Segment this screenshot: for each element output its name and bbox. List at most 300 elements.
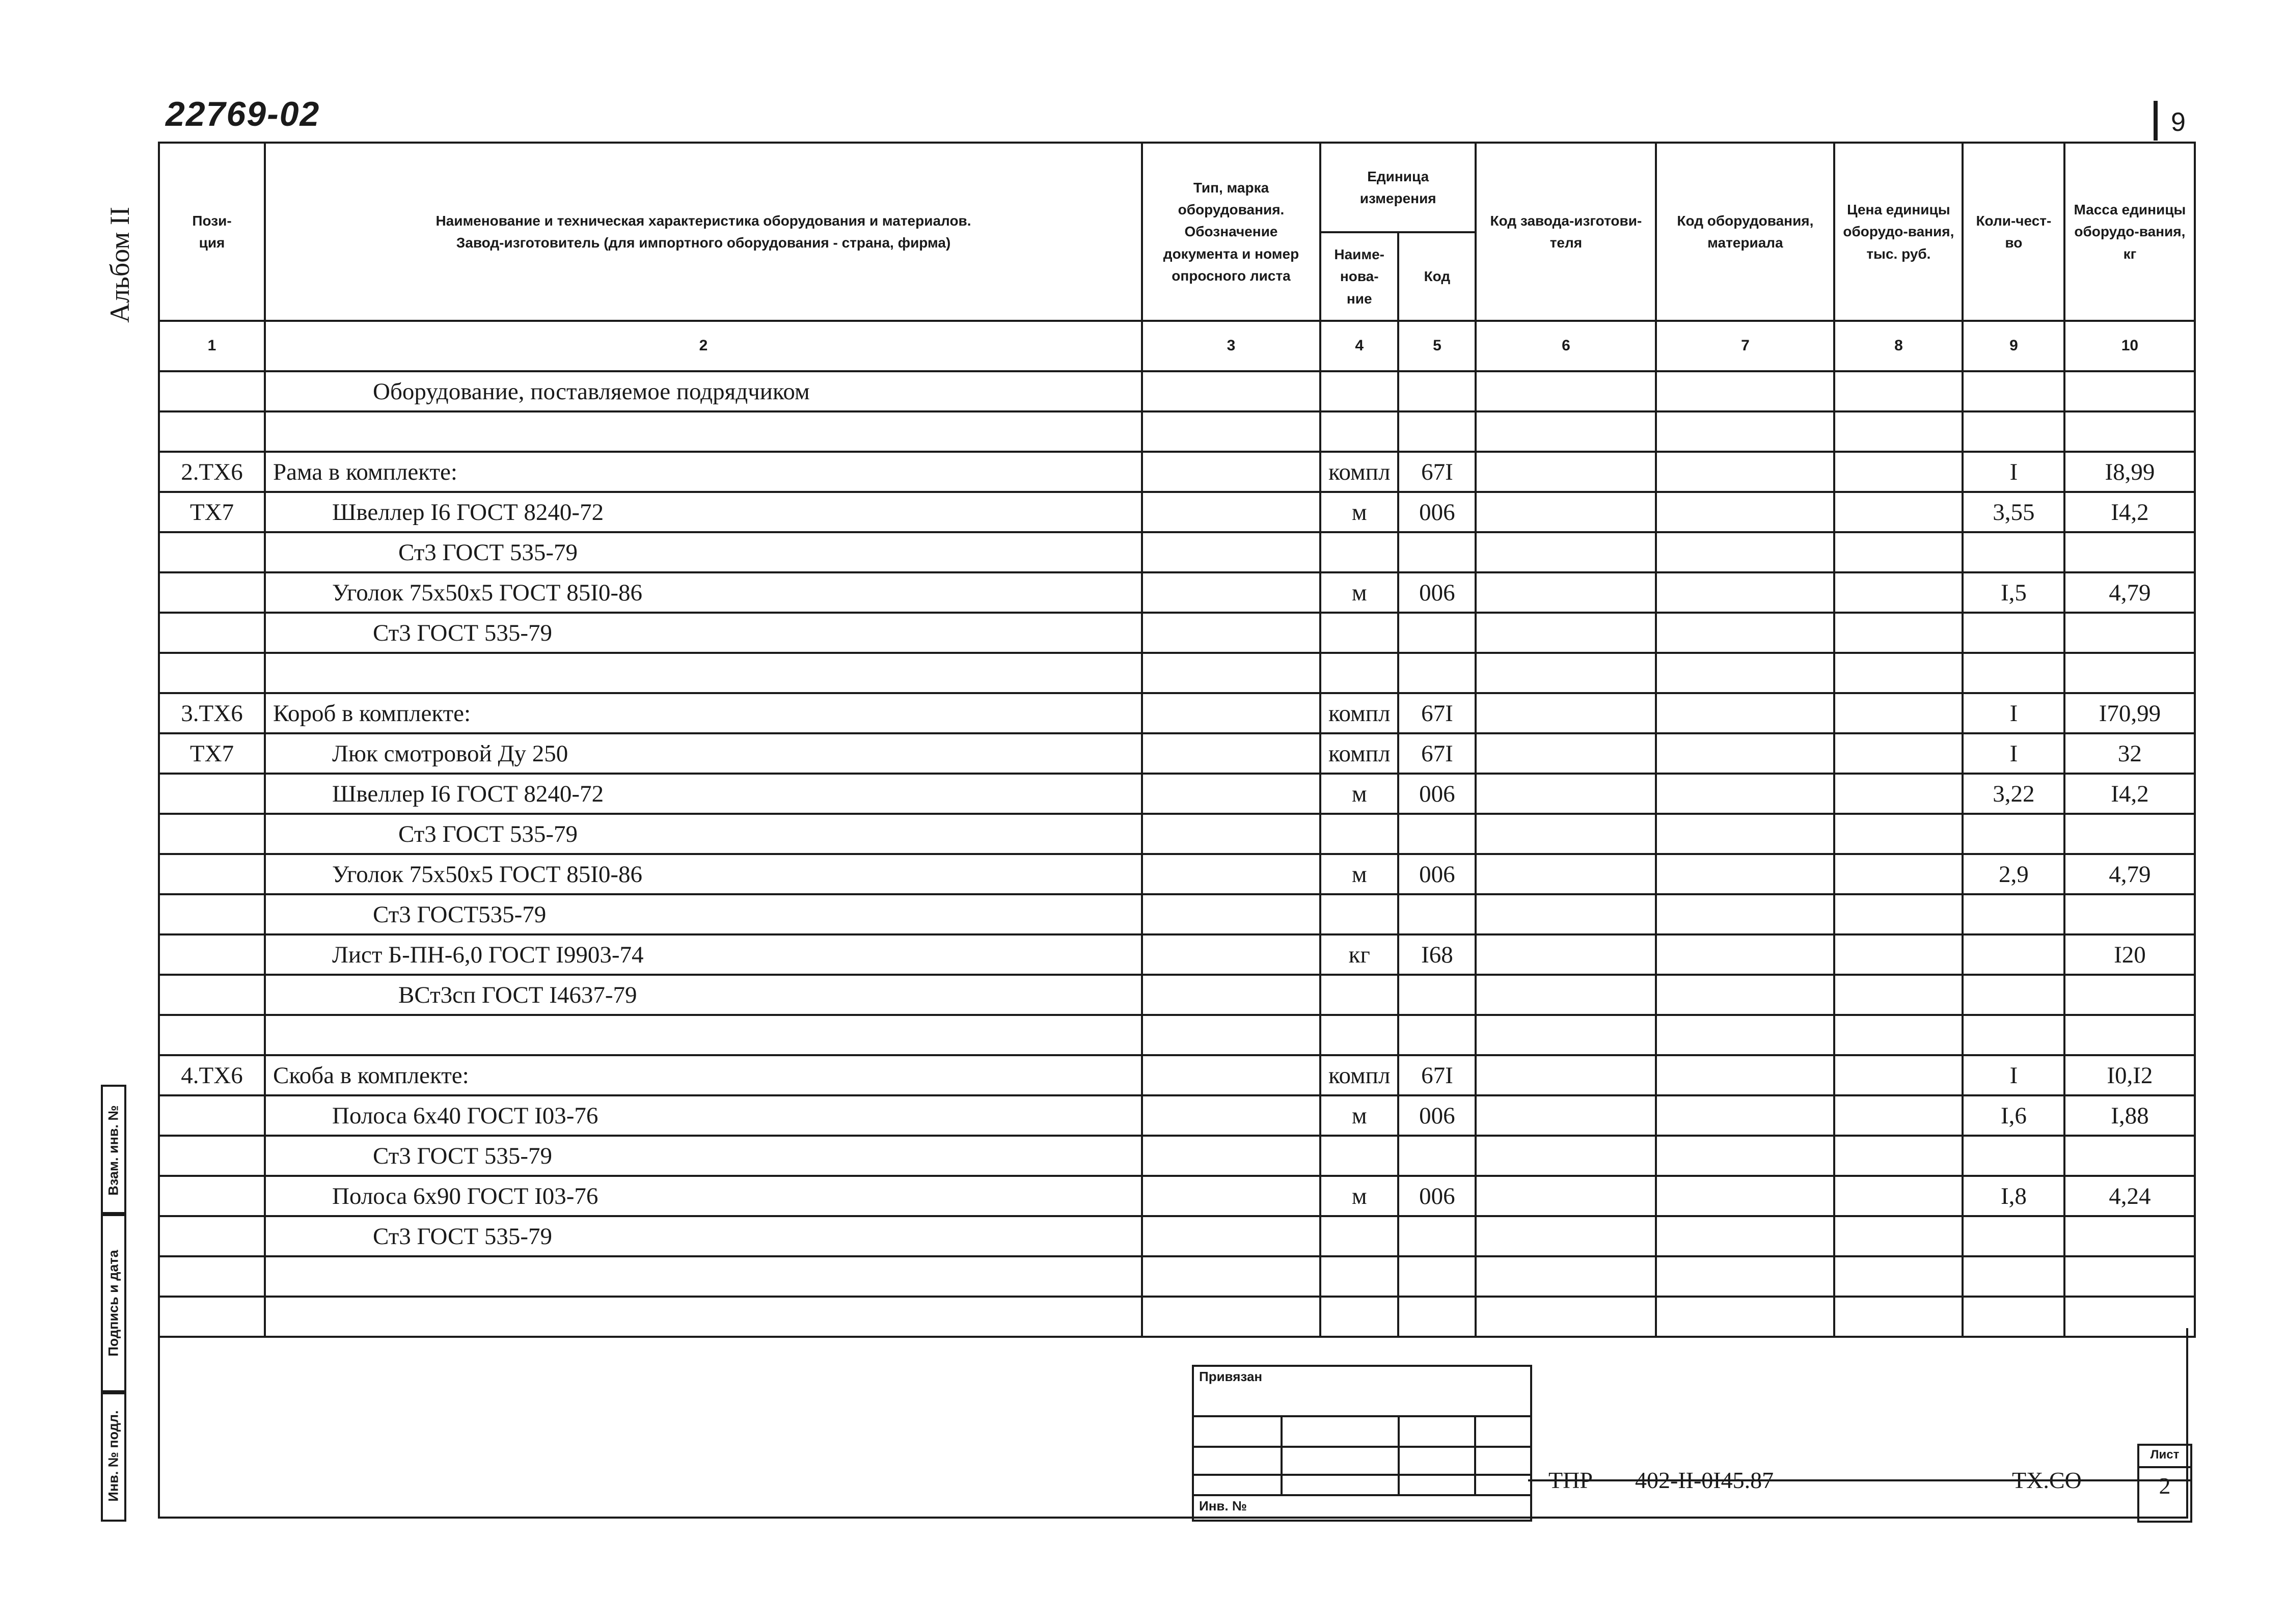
cell-name: Рама в комплекте:: [265, 452, 1142, 492]
cell-mass: [2064, 1216, 2195, 1256]
cell-mass: [2064, 1256, 2195, 1297]
cell-unit-code: [1398, 1015, 1476, 1055]
cell-quantity: [1963, 934, 2064, 975]
col-header-mass: Масса единицы оборудо-вания, кг: [2064, 143, 2195, 321]
table-row: [159, 693, 2195, 733]
cell-position: [159, 1176, 265, 1216]
cell-maker-code: [1476, 1297, 1656, 1337]
cell-maker-code: [1476, 1015, 1656, 1055]
cell-name: Швеллер I6 ГОСТ 8240-72: [265, 774, 1142, 814]
cell-unit-code: [1398, 613, 1476, 653]
table-row: [159, 1216, 2195, 1256]
col-header-unit-name: Наиме-нова-ние: [1320, 232, 1398, 321]
table-row: [159, 814, 2195, 854]
cell-name: Люк смотровой Ду 250: [265, 733, 1142, 774]
title-type: ТПР: [1548, 1467, 1593, 1493]
cell-type: [1142, 854, 1320, 894]
cell-maker-code: [1476, 532, 1656, 572]
cell-type: [1142, 1297, 1320, 1337]
cell-unit-code: 006: [1398, 1095, 1476, 1136]
cell-unit-name: компл: [1320, 693, 1398, 733]
cell-type: [1142, 1136, 1320, 1176]
cell-maker-code: [1476, 371, 1656, 411]
cell-unit-name: м: [1320, 492, 1398, 532]
cell-price: [1834, 1015, 1963, 1055]
col-number: 6: [1476, 321, 1656, 371]
cell-maker-code: [1476, 411, 1656, 452]
col-number: 5: [1398, 321, 1476, 371]
cell-type: [1142, 1015, 1320, 1055]
col-number: 3: [1142, 321, 1320, 371]
cell-position: [159, 411, 265, 452]
page-number: 9: [2171, 107, 2186, 137]
cell-quantity: [1963, 814, 2064, 854]
cell-equipment-code: [1656, 1216, 1834, 1256]
cell-maker-code: [1476, 733, 1656, 774]
col-header-type: Тип, марка оборудования. Обозначение документа и номер опросного листа: [1142, 143, 1320, 321]
cell-name: Короб в комплекте:: [265, 693, 1142, 733]
cell-equipment-code: [1656, 452, 1834, 492]
cell-quantity: I: [1963, 693, 2064, 733]
cell-mass: [2064, 1015, 2195, 1055]
cell-type: [1142, 975, 1320, 1015]
table-row: [159, 411, 2195, 452]
cell-quantity: [1963, 532, 2064, 572]
title-mark: ТХ.СО: [2012, 1467, 2082, 1493]
cell-price: [1834, 934, 1963, 975]
cell-position: [159, 854, 265, 894]
cell-equipment-code: [1656, 1256, 1834, 1297]
cell-unit-code: 67I: [1398, 1055, 1476, 1095]
cell-mass: [2064, 894, 2195, 934]
cell-equipment-code: [1656, 411, 1834, 452]
equipment-spec-table: [158, 142, 2196, 1338]
cell-equipment-code: [1656, 975, 1834, 1015]
binding-stamp: [1192, 1365, 1532, 1522]
cell-name: Ст3 ГОСТ 535-79: [265, 532, 1142, 572]
cell-quantity: [1963, 1136, 2064, 1176]
cell-mass: I,88: [2064, 1095, 2195, 1136]
cell-maker-code: [1476, 814, 1656, 854]
cell-quantity: I,6: [1963, 1095, 2064, 1136]
cell-unit-name: [1320, 653, 1398, 693]
cell-maker-code: [1476, 894, 1656, 934]
cell-unit-name: [1320, 894, 1398, 934]
cell-quantity: I,5: [1963, 572, 2064, 613]
cell-equipment-code: [1656, 1095, 1834, 1136]
cell-unit-name: компл: [1320, 1055, 1398, 1095]
cell-maker-code: [1476, 572, 1656, 613]
cell-mass: I8,99: [2064, 452, 2195, 492]
cell-maker-code: [1476, 1176, 1656, 1216]
cell-position: [159, 934, 265, 975]
cell-price: [1834, 572, 1963, 613]
cell-unit-code: [1398, 653, 1476, 693]
title-block-line: [1528, 1479, 2190, 1481]
col-header-quantity: Коли-чест-во: [1963, 143, 2064, 321]
cell-position: [159, 1095, 265, 1136]
table-row: [159, 532, 2195, 572]
side-stamp-replacement-inv: Взам. инв. №: [101, 1085, 126, 1216]
cell-position: [159, 613, 265, 653]
cell-equipment-code: [1656, 653, 1834, 693]
cell-price: [1834, 814, 1963, 854]
cell-position: 4.ТХ6: [159, 1055, 265, 1095]
cell-position: [159, 1136, 265, 1176]
cell-unit-name: [1320, 1297, 1398, 1337]
cell-mass: I20: [2064, 934, 2195, 975]
cell-name: [265, 653, 1142, 693]
cell-position: [159, 1015, 265, 1055]
stamp-grid-line: [1194, 1494, 1530, 1496]
cell-maker-code: [1476, 774, 1656, 814]
cell-unit-code: [1398, 1297, 1476, 1337]
cell-price: [1834, 1216, 1963, 1256]
cell-quantity: 2,9: [1963, 854, 2064, 894]
cell-unit-code: I68: [1398, 934, 1476, 975]
cell-type: [1142, 1256, 1320, 1297]
col-header-unit: Единица измерения: [1320, 143, 1476, 232]
cell-mass: 4,24: [2064, 1176, 2195, 1216]
cell-price: [1834, 774, 1963, 814]
cell-quantity: I,8: [1963, 1176, 2064, 1216]
stamp-inv-label: Инв. №: [1199, 1498, 1247, 1513]
cell-maker-code: [1476, 854, 1656, 894]
cell-mass: I4,2: [2064, 492, 2195, 532]
cell-type: [1142, 411, 1320, 452]
cell-price: [1834, 492, 1963, 532]
cell-mass: [2064, 613, 2195, 653]
cell-name: [265, 1015, 1142, 1055]
cell-unit-name: [1320, 1136, 1398, 1176]
sheet-divider: [2139, 1466, 2190, 1468]
stamp-bound-label: Привязан: [1199, 1369, 1263, 1384]
cell-type: [1142, 452, 1320, 492]
cell-unit-code: [1398, 532, 1476, 572]
table-body: [159, 371, 2195, 1337]
col-number: 10: [2064, 321, 2195, 371]
cell-unit-name: м: [1320, 572, 1398, 613]
cell-quantity: I: [1963, 452, 2064, 492]
cell-unit-code: 67I: [1398, 693, 1476, 733]
cell-equipment-code: [1656, 693, 1834, 733]
stamp-grid-line: [1194, 1474, 1530, 1476]
cell-position: ТХ7: [159, 733, 265, 774]
cell-position: [159, 532, 265, 572]
cell-mass: I4,2: [2064, 774, 2195, 814]
table-row: [159, 653, 2195, 693]
cell-quantity: [1963, 411, 2064, 452]
cell-type: [1142, 653, 1320, 693]
sheet-label: Лист: [2150, 1448, 2180, 1462]
cell-equipment-code: [1656, 894, 1834, 934]
col-header-unit-code: Код: [1398, 232, 1476, 321]
cell-mass: [2064, 814, 2195, 854]
side-stamp-original-inv: Инв. № подл.: [101, 1390, 126, 1522]
cell-unit-code: 006: [1398, 854, 1476, 894]
cell-unit-code: 006: [1398, 572, 1476, 613]
cell-equipment-code: [1656, 774, 1834, 814]
cell-unit-code: 67I: [1398, 452, 1476, 492]
table-row: [159, 1297, 2195, 1337]
cell-unit-name: компл: [1320, 733, 1398, 774]
cell-name: Лист Б-ПН-6,0 ГОСТ I9903-74: [265, 934, 1142, 975]
cell-maker-code: [1476, 1055, 1656, 1095]
cell-mass: [2064, 1297, 2195, 1337]
cell-equipment-code: [1656, 532, 1834, 572]
cell-name: Ст3 ГОСТ 535-79: [265, 1216, 1142, 1256]
cell-quantity: I: [1963, 733, 2064, 774]
cell-position: [159, 572, 265, 613]
col-number: 9: [1963, 321, 2064, 371]
cell-quantity: [1963, 975, 2064, 1015]
cell-mass: [2064, 411, 2195, 452]
col-number: 1: [159, 321, 265, 371]
cell-unit-code: [1398, 371, 1476, 411]
cell-type: [1142, 934, 1320, 975]
cell-unit-name: м: [1320, 854, 1398, 894]
sheet-value: 2: [2159, 1473, 2171, 1499]
cell-unit-code: 006: [1398, 1176, 1476, 1216]
cell-unit-code: [1398, 814, 1476, 854]
table-row: [159, 492, 2195, 532]
cell-position: 2.ТХ6: [159, 452, 265, 492]
stamp-grid-line: [1474, 1415, 1476, 1494]
page-marker-bar: [2154, 101, 2158, 141]
col-number: 7: [1656, 321, 1834, 371]
cell-maker-code: [1476, 1256, 1656, 1297]
cell-unit-code: [1398, 1256, 1476, 1297]
cell-maker-code: [1476, 653, 1656, 693]
cell-price: [1834, 653, 1963, 693]
cell-position: [159, 975, 265, 1015]
cell-equipment-code: [1656, 1136, 1834, 1176]
cell-name: Ст3 ГОСТ 535-79: [265, 1136, 1142, 1176]
table-row: [159, 894, 2195, 934]
table-row: [159, 975, 2195, 1015]
cell-price: [1834, 693, 1963, 733]
cell-position: [159, 1297, 265, 1337]
table-row: [159, 774, 2195, 814]
col-header-equipment-code: Код оборудования, материала: [1656, 143, 1834, 321]
col-header-maker-code: Код завода-изготови-теля: [1476, 143, 1656, 321]
cell-type: [1142, 572, 1320, 613]
cell-unit-name: кг: [1320, 934, 1398, 975]
cell-quantity: [1963, 1256, 2064, 1297]
cell-price: [1834, 1055, 1963, 1095]
stamp-grid-line: [1194, 1446, 1530, 1448]
col-header-name: Наименование и техническая характеристика оборудования и материалов. Завод-изготовитель (для импортного оборудования - страна, фирма): [265, 143, 1142, 321]
cell-equipment-code: [1656, 854, 1834, 894]
cell-price: [1834, 975, 1963, 1015]
cell-name: [265, 411, 1142, 452]
cell-unit-code: 67I: [1398, 733, 1476, 774]
cell-price: [1834, 371, 1963, 411]
cell-position: 3.ТХ6: [159, 693, 265, 733]
cell-equipment-code: [1656, 934, 1834, 975]
cell-position: [159, 1256, 265, 1297]
cell-unit-code: [1398, 1136, 1476, 1176]
title-project-code: 402-II-0I45.87: [1635, 1467, 1774, 1493]
cell-unit-code: [1398, 975, 1476, 1015]
cell-mass: [2064, 653, 2195, 693]
cell-mass: [2064, 1136, 2195, 1176]
cell-quantity: [1963, 1216, 2064, 1256]
cell-position: [159, 894, 265, 934]
table-row: [159, 854, 2195, 894]
cell-type: [1142, 894, 1320, 934]
cell-mass: 4,79: [2064, 572, 2195, 613]
cell-name: Оборудование, поставляемое подрядчиком: [265, 371, 1142, 411]
col-number: 8: [1834, 321, 1963, 371]
cell-maker-code: [1476, 1095, 1656, 1136]
cell-name: Ст3 ГОСТ 535-79: [265, 613, 1142, 653]
table-row: [159, 1176, 2195, 1216]
cell-price: [1834, 1136, 1963, 1176]
cell-type: [1142, 774, 1320, 814]
cell-position: ТХ7: [159, 492, 265, 532]
cell-type: [1142, 1055, 1320, 1095]
cell-name: Скоба в комплекте:: [265, 1055, 1142, 1095]
cell-name: [265, 1297, 1142, 1337]
cell-equipment-code: [1656, 1015, 1834, 1055]
table-row: [159, 371, 2195, 411]
cell-equipment-code: [1656, 371, 1834, 411]
cell-price: [1834, 733, 1963, 774]
cell-quantity: [1963, 1297, 2064, 1337]
cell-type: [1142, 371, 1320, 411]
cell-price: [1834, 894, 1963, 934]
cell-mass: 32: [2064, 733, 2195, 774]
cell-unit-name: [1320, 1256, 1398, 1297]
cell-name: ВСт3сп ГОСТ I4637-79: [265, 975, 1142, 1015]
cell-position: [159, 653, 265, 693]
cell-unit-name: [1320, 1015, 1398, 1055]
stamp-grid-line: [1398, 1415, 1400, 1494]
cell-unit-name: [1320, 532, 1398, 572]
cell-maker-code: [1476, 693, 1656, 733]
cell-equipment-code: [1656, 1176, 1834, 1216]
cell-price: [1834, 613, 1963, 653]
cell-name: Полоса 6х90 ГОСТ I03-76: [265, 1176, 1142, 1216]
cell-unit-code: [1398, 1216, 1476, 1256]
cell-equipment-code: [1656, 733, 1834, 774]
cell-unit-name: [1320, 411, 1398, 452]
cell-type: [1142, 613, 1320, 653]
cell-mass: [2064, 532, 2195, 572]
cell-quantity: 3,22: [1963, 774, 2064, 814]
stamp-grid-line: [1281, 1415, 1283, 1494]
cell-unit-code: 006: [1398, 492, 1476, 532]
cell-name: [265, 1256, 1142, 1297]
col-header-price: Цена единицы оборудо-вания, тыс. руб.: [1834, 143, 1963, 321]
cell-type: [1142, 1095, 1320, 1136]
cell-maker-code: [1476, 492, 1656, 532]
cell-type: [1142, 492, 1320, 532]
cell-equipment-code: [1656, 613, 1834, 653]
cell-unit-name: [1320, 975, 1398, 1015]
cell-type: [1142, 814, 1320, 854]
cell-quantity: I: [1963, 1055, 2064, 1095]
col-header-position: Пози- ция: [159, 143, 265, 321]
cell-equipment-code: [1656, 814, 1834, 854]
cell-maker-code: [1476, 613, 1656, 653]
cell-price: [1834, 452, 1963, 492]
side-stamp-signature-date: Подпись и дата: [101, 1212, 126, 1394]
table-row: [159, 1256, 2195, 1297]
cell-price: [1834, 854, 1963, 894]
cell-position: [159, 371, 265, 411]
cell-name: Ст3 ГОСТ 535-79: [265, 814, 1142, 854]
cell-equipment-code: [1656, 492, 1834, 532]
table-row: [159, 733, 2195, 774]
cell-mass: 4,79: [2064, 854, 2195, 894]
table-row: [159, 613, 2195, 653]
cell-equipment-code: [1656, 1297, 1834, 1337]
cell-quantity: [1963, 613, 2064, 653]
cell-position: [159, 1216, 265, 1256]
cell-unit-code: [1398, 894, 1476, 934]
cell-type: [1142, 733, 1320, 774]
cell-type: [1142, 532, 1320, 572]
cell-unit-name: компл: [1320, 452, 1398, 492]
cell-unit-name: м: [1320, 774, 1398, 814]
cell-mass: [2064, 371, 2195, 411]
cell-position: [159, 774, 265, 814]
frame-left-line: [158, 1328, 160, 1519]
table-row: [159, 1055, 2195, 1095]
cell-quantity: 3,55: [1963, 492, 2064, 532]
cell-name: Полоса 6х40 ГОСТ I03-76: [265, 1095, 1142, 1136]
cell-unit-name: [1320, 613, 1398, 653]
col-number: 4: [1320, 321, 1398, 371]
col-number: 2: [265, 321, 1142, 371]
cell-maker-code: [1476, 1216, 1656, 1256]
cell-maker-code: [1476, 1136, 1656, 1176]
cell-unit-name: [1320, 1216, 1398, 1256]
cell-mass: [2064, 975, 2195, 1015]
cell-maker-code: [1476, 975, 1656, 1015]
sheet-box: [2137, 1444, 2192, 1523]
stamp-grid-line: [1194, 1415, 1530, 1417]
cell-maker-code: [1476, 934, 1656, 975]
table-row: [159, 934, 2195, 975]
cell-equipment-code: [1656, 1055, 1834, 1095]
cell-price: [1834, 1176, 1963, 1216]
cell-unit-code: [1398, 411, 1476, 452]
cell-maker-code: [1476, 452, 1656, 492]
cell-type: [1142, 693, 1320, 733]
cell-quantity: [1963, 653, 2064, 693]
album-label: Альбом II: [104, 207, 135, 323]
cell-name: Уголок 75х50х5 ГОСТ 85I0-86: [265, 572, 1142, 613]
cell-name: Уголок 75х50х5 ГОСТ 85I0-86: [265, 854, 1142, 894]
cell-position: [159, 814, 265, 854]
frame-bottom-line: [158, 1517, 2188, 1519]
cell-quantity: [1963, 371, 2064, 411]
cell-mass: I0,I2: [2064, 1055, 2195, 1095]
cell-name: Ст3 ГОСТ535-79: [265, 894, 1142, 934]
cell-price: [1834, 1256, 1963, 1297]
cell-name: Швеллер I6 ГОСТ 8240-72: [265, 492, 1142, 532]
cell-unit-name: м: [1320, 1095, 1398, 1136]
table-row: [159, 572, 2195, 613]
cell-type: [1142, 1216, 1320, 1256]
table-row: [159, 1015, 2195, 1055]
cell-price: [1834, 411, 1963, 452]
cell-price: [1834, 1095, 1963, 1136]
cell-type: [1142, 1176, 1320, 1216]
